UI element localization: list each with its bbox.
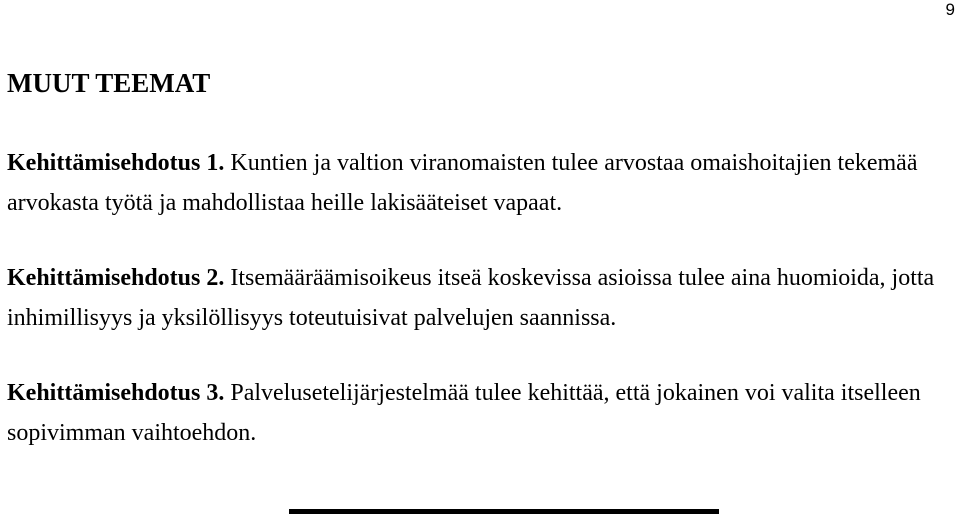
suggestion-label: Kehittämisehdotus 3. [7, 380, 225, 406]
document-body [7, 64, 955, 453]
suggestion-text: Palvelusetelijärjestelmää tulee kehittää, että jokainen voi valita itselleen sopivimman vaihtoehdon. [7, 380, 921, 446]
suggestion-paragraph [7, 258, 947, 338]
footer-divider [289, 509, 719, 514]
suggestion-paragraph [7, 373, 947, 453]
suggestion-text: Kuntien ja valtion viranomaisten tulee arvostaa omaishoitajien tekemää arvokasta työtä ja mahdollistaa heille lakisääteiset vapaat. [7, 150, 918, 216]
suggestion-label: Kehittämisehdotus 1. [7, 150, 225, 176]
section-title: MUUT TEEMAT [7, 68, 211, 98]
page-number: 9 [945, 0, 955, 19]
suggestion-label: Kehittämisehdotus 2. [7, 265, 225, 291]
suggestion-text: Itsemääräämisoikeus itseä koskevissa asioissa tulee aina huomioida, jotta inhimillisyys ja yksilöllisyys toteutuisivat palvelujen saannissa. [7, 265, 935, 331]
suggestion-paragraph [7, 143, 947, 223]
